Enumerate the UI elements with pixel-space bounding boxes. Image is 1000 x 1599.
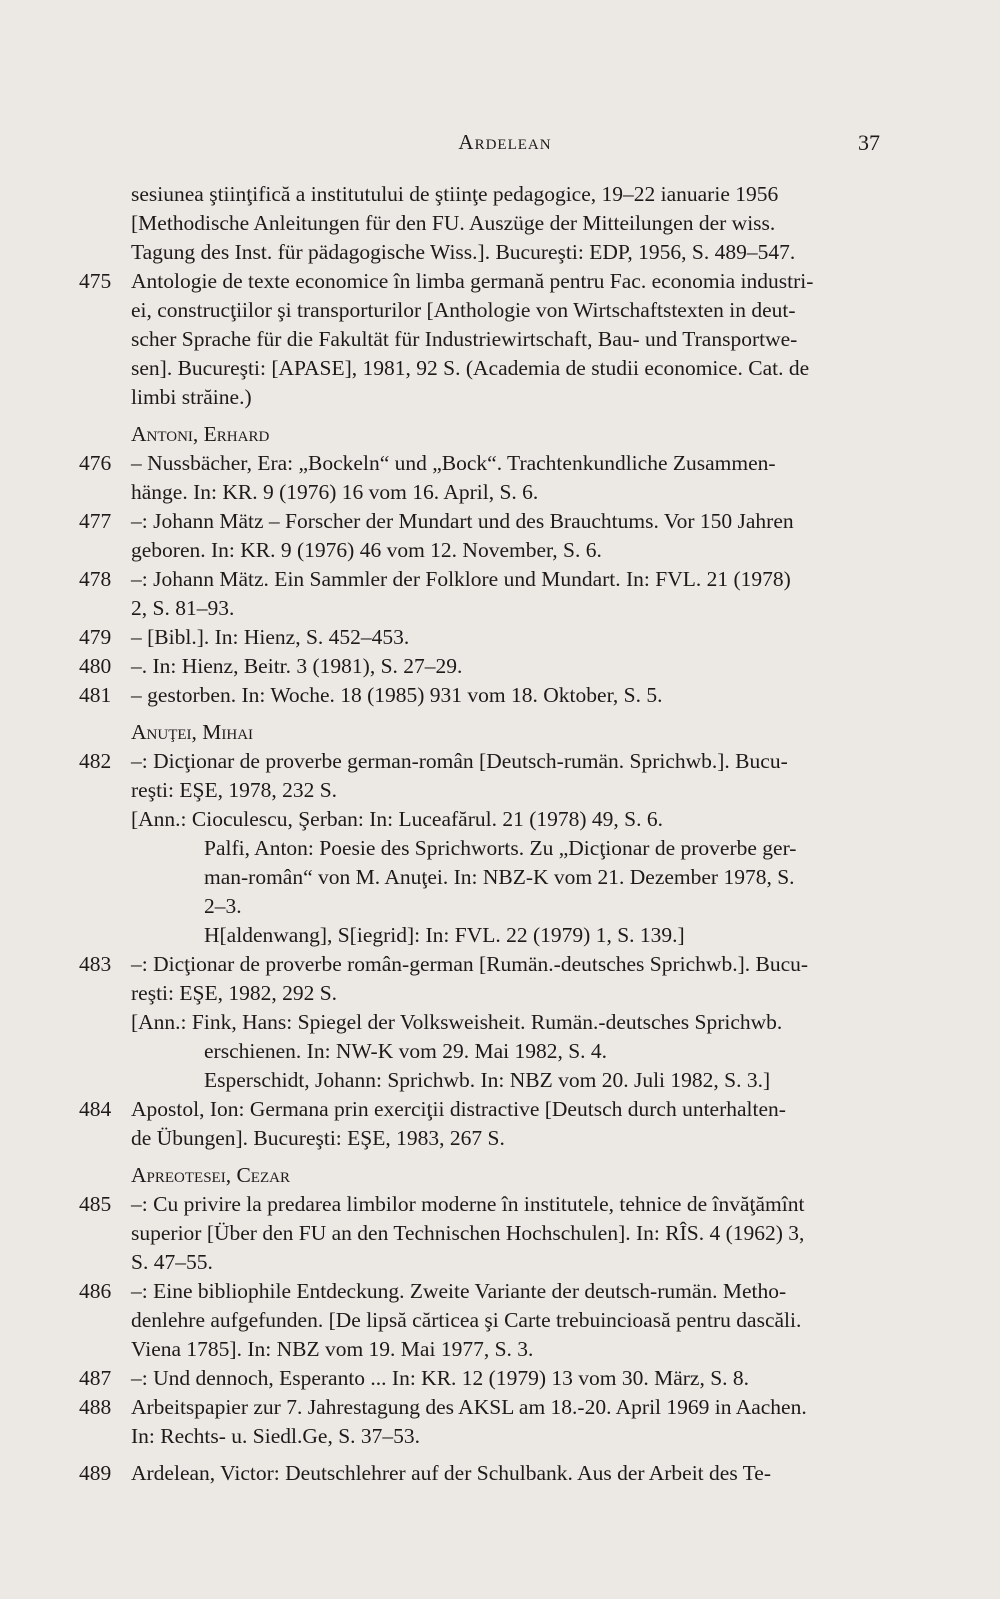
bibliography-entry — [0, 1190, 1000, 1277]
entry-number: 486 — [79, 1279, 112, 1303]
bibliography-entry — [0, 652, 1000, 681]
entry-text-line: In: Rechts- u. Siedl.Ge, S. 37–53. — [131, 1424, 421, 1448]
entry-text-line: S. 47–55. — [131, 1250, 213, 1274]
entry-text-line: –: Johann Mätz – Forscher der Mundart und des Brauchtums. Vor 150 Jahren — [131, 509, 794, 533]
entry-text-line: Antologie de texte economice în limba germană pentru Fac. economia industri- — [131, 269, 814, 293]
entry-number: 481 — [79, 683, 112, 707]
entry-number: 484 — [79, 1097, 112, 1121]
entry-text-line: [Methodische Anleitungen für den FU. Auszüge der Mitteilungen der wiss. — [131, 211, 776, 235]
entry-text-line: – gestorben. In: Woche. 18 (1985) 931 vom 18. Oktober, S. 5. — [131, 683, 663, 707]
annotation-line: Esperschidt, Johann: Sprichwb. In: NBZ vom 20. Juli 1982, S. 3.] — [204, 1068, 771, 1092]
author-heading: Anuţei, Mihai — [131, 720, 254, 744]
entry-number: 476 — [79, 451, 112, 475]
annotation-line: man-român“ von M. Anuţei. In: NBZ-K vom 21. Dezember 1978, S. — [204, 865, 795, 889]
entry-number: 482 — [79, 749, 112, 773]
author-heading: Apreotesei, Cezar — [131, 1163, 290, 1187]
entry-text-line: Ardelean, Victor: Deutschlehrer auf der Schulbank. Aus der Arbeit des Te- — [131, 1461, 772, 1485]
bibliography-entry — [0, 267, 1000, 412]
bibliography-entry — [0, 565, 1000, 623]
entry-number: 489 — [79, 1461, 112, 1485]
entry-text-line: – Nussbächer, Era: „Bockeln“ und „Bock“. Trachtenkundliche Zusammen- — [131, 451, 776, 475]
annotation-line: Palfi, Anton: Poesie des Sprichworts. Zu „Dicţionar de proverbe ger- — [204, 836, 797, 860]
entry-text-line: –. In: Hienz, Beitr. 3 (1981), S. 27–29. — [131, 654, 463, 678]
bibliography-entry — [0, 449, 1000, 507]
entry-number: 480 — [79, 654, 112, 678]
entry-number: 475 — [79, 269, 112, 293]
bibliography-entry — [0, 747, 1000, 950]
annotation-line: [Ann.: Fink, Hans: Spiegel der Volksweisheit. Rumän.-deutsches Sprichwb. — [131, 1010, 783, 1034]
running-head: Ardelean — [458, 130, 552, 154]
entry-text-line: –: Dicţionar de proverbe german-român [Deutsch-rumän. Sprichwb.]. Bucu- — [131, 749, 788, 773]
entry-text-line: reşti: EŞE, 1978, 232 S. — [131, 778, 338, 802]
entry-continuation — [0, 180, 1000, 267]
annotation-line: erschienen. In: NW-K vom 29. Mai 1982, S. 4. — [204, 1039, 608, 1063]
entry-text-line: 2, S. 81–93. — [131, 596, 235, 620]
entry-text-line: reşti: EŞE, 1982, 292 S. — [131, 981, 338, 1005]
entry-number: 478 — [79, 567, 112, 591]
entry-text-line: – [Bibl.]. In: Hienz, S. 452–453. — [131, 625, 410, 649]
bibliography-entry — [0, 1095, 1000, 1153]
entry-text-line: scher Sprache für die Fakultät für Industriewirtschaft, Bau- und Transportwe- — [131, 327, 798, 351]
entry-number: 487 — [79, 1366, 112, 1390]
entry-text-line: –: Eine bibliophile Entdeckung. Zweite Variante der deutsch-rumän. Metho- — [131, 1279, 787, 1303]
page-header — [130, 130, 880, 162]
entry-number: 479 — [79, 625, 112, 649]
annotation-line: 2–3. — [204, 894, 242, 918]
entry-text-line: denlehre aufgefunden. [De lipsă cărticea şi Carte trebuincioasă pentru dascăli. — [131, 1308, 802, 1332]
bibliography-entry — [0, 1459, 1000, 1488]
entry-text-line: –: Johann Mätz. Ein Sammler der Folklore und Mundart. In: FVL. 21 (1978) — [131, 567, 791, 591]
entry-text-line: sen]. Bucureşti: [APASE], 1981, 92 S. (Academia de studii economice. Cat. de — [131, 356, 810, 380]
annotation-line: [Ann.: Cioculescu, Şerban: In: Luceafărul. 21 (1978) 49, S. 6. — [131, 807, 663, 831]
bibliography-entry — [0, 681, 1000, 710]
entry-text-line: de Übungen]. Bucureşti: EŞE, 1983, 267 S. — [131, 1126, 505, 1150]
entry-text-line: –: Und dennoch, Esperanto ... In: KR. 12 (1979) 13 vom 30. März, S. 8. — [131, 1366, 750, 1390]
entry-text-line: geboren. In: KR. 9 (1976) 46 vom 12. November, S. 6. — [131, 538, 602, 562]
entry-text-line: Apostol, Ion: Germana prin exerciţii distractive [Deutsch durch unterhalten- — [131, 1097, 786, 1121]
entry-number: 488 — [79, 1395, 112, 1419]
entry-text-line: hänge. In: KR. 9 (1976) 16 vom 16. April, S. 6. — [131, 480, 539, 504]
entry-number: 477 — [79, 509, 112, 533]
bibliography-entry — [0, 1364, 1000, 1393]
bibliography-entry — [0, 507, 1000, 565]
bibliography-entry — [0, 623, 1000, 652]
bibliography-entry — [0, 1277, 1000, 1364]
entry-text-line: sesiunea ştiinţifică a institutului de ştiinţe pedagogice, 19–22 ianuarie 1956 — [131, 182, 779, 206]
entry-text-line: –: Cu privire la predarea limbilor moderne în institutele, tehnice de învăţămînt — [131, 1192, 805, 1216]
annotation-line: H[aldenwang], S[iegrid]: In: FVL. 22 (1979) 1, S. 139.] — [204, 923, 685, 947]
entry-text-line: limbi străine.) — [131, 385, 252, 409]
entry-number: 485 — [79, 1192, 112, 1216]
entry-text-line: –: Dicţionar de proverbe român-german [Rumän.-deutsches Sprichwb.]. Bucu- — [131, 952, 809, 976]
page-number: 37 — [858, 130, 880, 155]
bibliography-entry — [0, 1393, 1000, 1451]
bibliography-list — [0, 180, 1000, 1488]
entry-text-line: Viena 1785]. In: NBZ vom 19. Mai 1977, S. 3. — [131, 1337, 534, 1361]
bibliography-entry — [0, 950, 1000, 1095]
entry-text-line: Tagung des Inst. für pädagogische Wiss.]. Bucureşti: EDP, 1956, S. 489–547. — [131, 240, 796, 264]
entry-text-line: superior [Über den FU an den Technischen Hochschulen]. In: RÎS. 4 (1962) 3, — [131, 1221, 805, 1245]
entry-number: 483 — [79, 952, 112, 976]
entry-text-line: ei, construcţiilor şi transporturilor [Anthologie von Wirtschaftstexten in deut- — [131, 298, 796, 322]
author-heading: Antoni, Erhard — [131, 422, 270, 446]
entry-text-line: Arbeitspapier zur 7. Jahrestagung des AKSL am 18.-20. April 1969 in Aachen. — [131, 1395, 807, 1419]
